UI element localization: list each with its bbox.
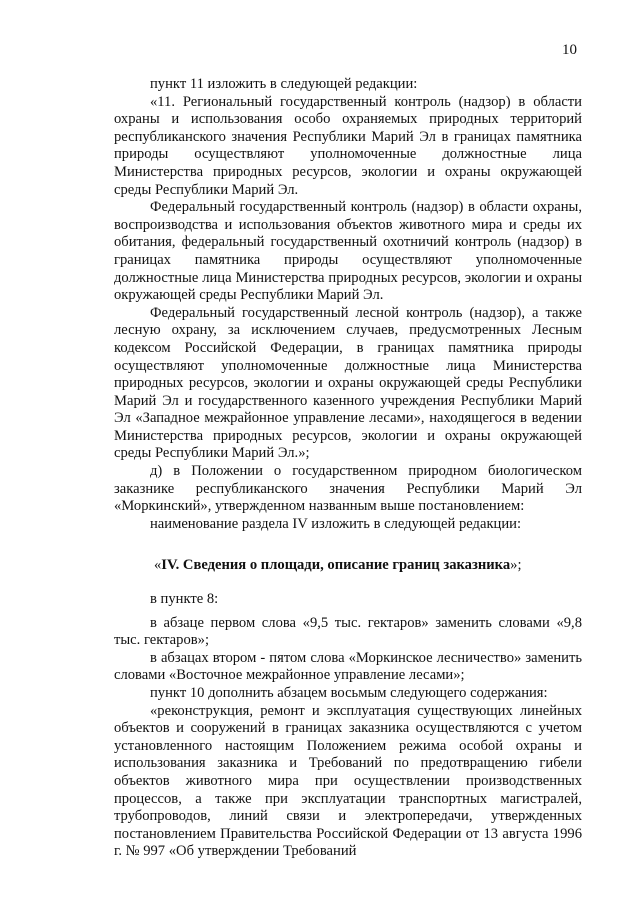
paragraph-intro: пункт 11 изложить в следующей редакции: (150, 76, 418, 92)
paragraph-federal-wildlife-control: Федеральный государственный контроль (надзор) в области охраны, воспроизводства и использования объектов животного мира и среды их обитания, федеральный государственный охотничий контроль (надзор) в границах памятника природы осуществляют уполномоченные должностные лица Министерства природных ресурсов, экологии и охраны окружающей среды Республики Марий Эл. (114, 199, 582, 304)
page-number: 10 (562, 42, 577, 58)
paragraph-item-d: д) в Положении о государственном природном биологическом заказнике республиканского значения Республики Марий Эл «Моркинский», утвержденном названным выше постановлением: (114, 463, 582, 515)
paragraph-federal-forest-control: Федеральный государственный лесной контроль (надзор), а также лесную охрану, за исключением случаев, предусмотренных Лесным кодексом Российской Федерации, в границах памятника природы осуществляют уполномоченные должностные лица Министерства природных ресурсов, экологии и охраны окружающей среды Республики Марий Эл и государственного казенного учреждения Республики Марий Эл «Западное межрайонное управление лесами», находящегося в ведении Министерства природных ресурсов, экологии и охраны окружающей среды Республики Марий Эл.»; (114, 304, 582, 462)
heading-title: IV. Сведения о площади, описание границ заказника (161, 557, 511, 574)
heading-open-quote: « (154, 557, 162, 574)
paragraph-point-8: в пункте 8: (150, 591, 219, 608)
document-body (114, 76, 582, 861)
paragraph-point-10: пункт 10 дополнить абзацем восьмым следующего содержания: (150, 685, 548, 701)
heading-close-quote: »; (510, 557, 522, 574)
paragraph-first-abzac: в абзаце первом слова «9,5 тыс. гектаров» заменить словами «9,8 тыс. гектаров»; (114, 614, 582, 649)
paragraph-reconstruction: «реконструкция, ремонт и эксплуатация существующих линейных объектов и сооружений в границах заказника осуществляются с учетом установленного настоящим Положением режима особой охраны и использования заказника и Требований по предотвращению гибели объектов животного мира при осуществлении производственных процессов, а также при эксплуатации транспортных магистралей, трубопроводов, линий связи и электропередачи, утвержденных постановлением Правительства Российской Федерации от 13 августа 1996 г. № 997 «Об утверждении Требований (114, 702, 582, 860)
paragraph-second-fifth-abzac: в абзацах втором - пятом слова «Моркинское лесничество» заменить словами «Восточное межрайонное управление лесами»; (114, 649, 582, 684)
section-heading (114, 557, 582, 575)
paragraph-section-name: наименование раздела IV изложить в следующей редакции: (150, 515, 522, 532)
paragraph-regional-control: «11. Региональный государственный контроль (надзор) в области охраны и использования особо охраняемых природных территорий республиканского значения Республики Марий Эл в границах памятника природы осуществляют уполномоченные должностные лица Министерства природных ресурсов, экологии и охраны окружающей среды Республики Марий Эл. (114, 93, 582, 198)
